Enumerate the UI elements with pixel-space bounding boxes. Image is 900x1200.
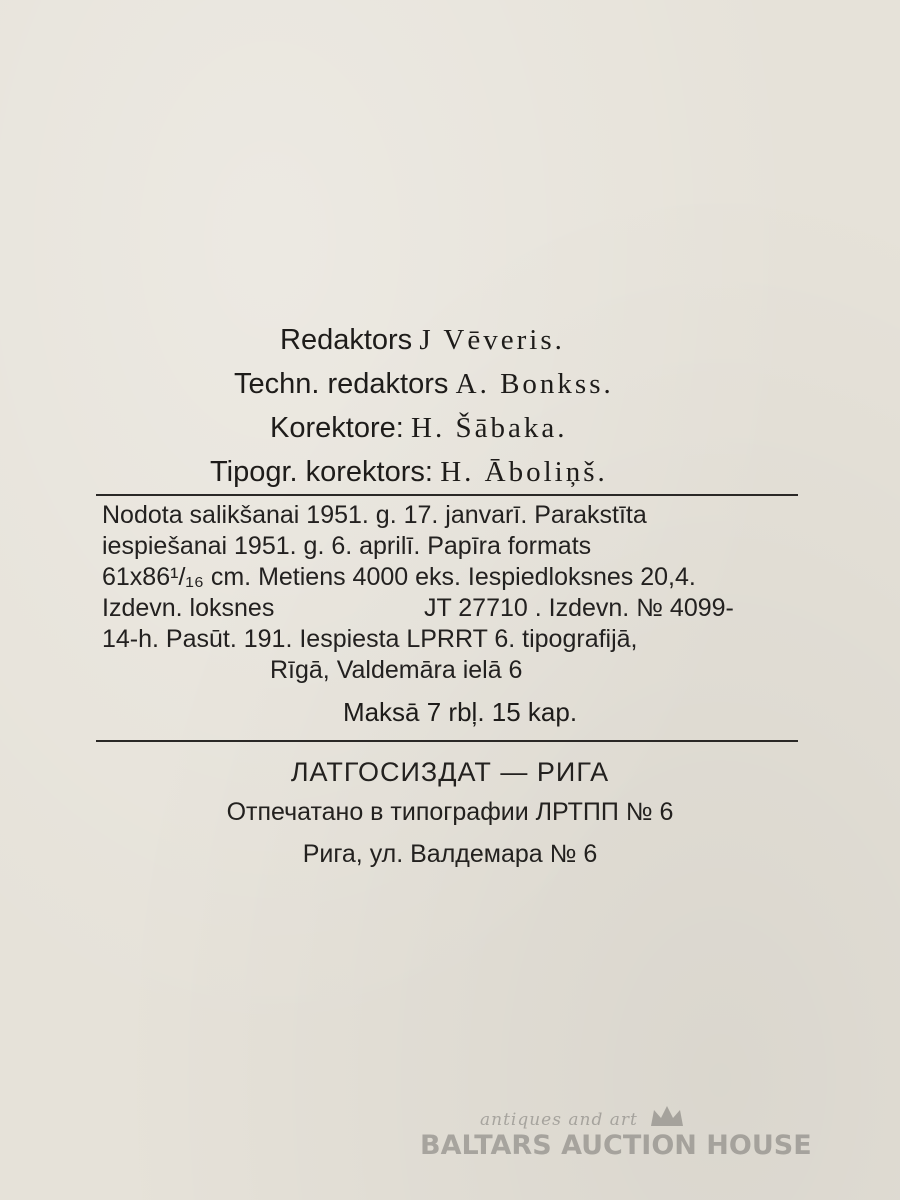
credit-role: Techn. redaktors xyxy=(234,368,449,400)
credit-person: A. Bonkss. xyxy=(455,368,614,400)
imprint-line: iespiešanai 1951. g. 6. aprilī. Papīra formats xyxy=(102,532,592,560)
credit-person: H. Āboliņš. xyxy=(440,456,608,488)
printed-at-text: Отпечатано в типографии ЛРТПП № 6 xyxy=(226,798,674,826)
credit-person: H. Šābaka. xyxy=(411,412,568,444)
imprint-block xyxy=(102,500,802,686)
imprint-address: Rīgā, Valdemāra ielā 6 xyxy=(270,656,523,684)
imprint-line: Nodota salikšanai 1951. g. 17. janvarī. Parakstīta xyxy=(102,501,647,529)
credit-role: Tipogr. korektors: xyxy=(210,456,433,488)
credit-line-tech-editor xyxy=(234,362,900,406)
divider-rule-top xyxy=(96,494,798,496)
publisher-name: ЛАТГОСИЗДАТ — РИГА xyxy=(290,757,610,787)
printing-address: Рига, ул. Валдемара № 6 xyxy=(302,840,598,868)
credit-line-editor xyxy=(280,318,900,362)
credit-role: Korektore: xyxy=(270,412,404,444)
credit-person: J Vēveris. xyxy=(419,324,565,356)
imprint-sheets-label: Izdevn. loksnes xyxy=(102,594,275,622)
watermark-tagline: antiques and art xyxy=(480,1110,638,1130)
crown-icon xyxy=(648,1102,686,1132)
imprint-order-number: JT 27710 . Izdevn. № 4099- xyxy=(424,594,734,622)
auction-house-watermark xyxy=(420,1110,840,1180)
imprint-line: 14-h. Pasūt. 191. Iespiesta LPRRT 6. tipografijā, xyxy=(102,625,638,653)
imprint-line: 61x86¹/₁₆ cm. Metiens 4000 eks. Iespiedloksnes 20,4. xyxy=(102,563,696,591)
credit-line-proofreader xyxy=(270,406,900,450)
credits-block xyxy=(0,318,900,494)
credit-line-typo-proofreader xyxy=(210,450,900,494)
price-text: Maksā 7 rbļ. 15 kap. xyxy=(342,697,578,727)
divider-rule-bottom xyxy=(96,740,798,742)
watermark-name: BALTARS AUCTION HOUSE xyxy=(420,1130,812,1161)
credit-role: Redaktors xyxy=(280,324,413,356)
imprint-line-sheets xyxy=(102,593,802,624)
